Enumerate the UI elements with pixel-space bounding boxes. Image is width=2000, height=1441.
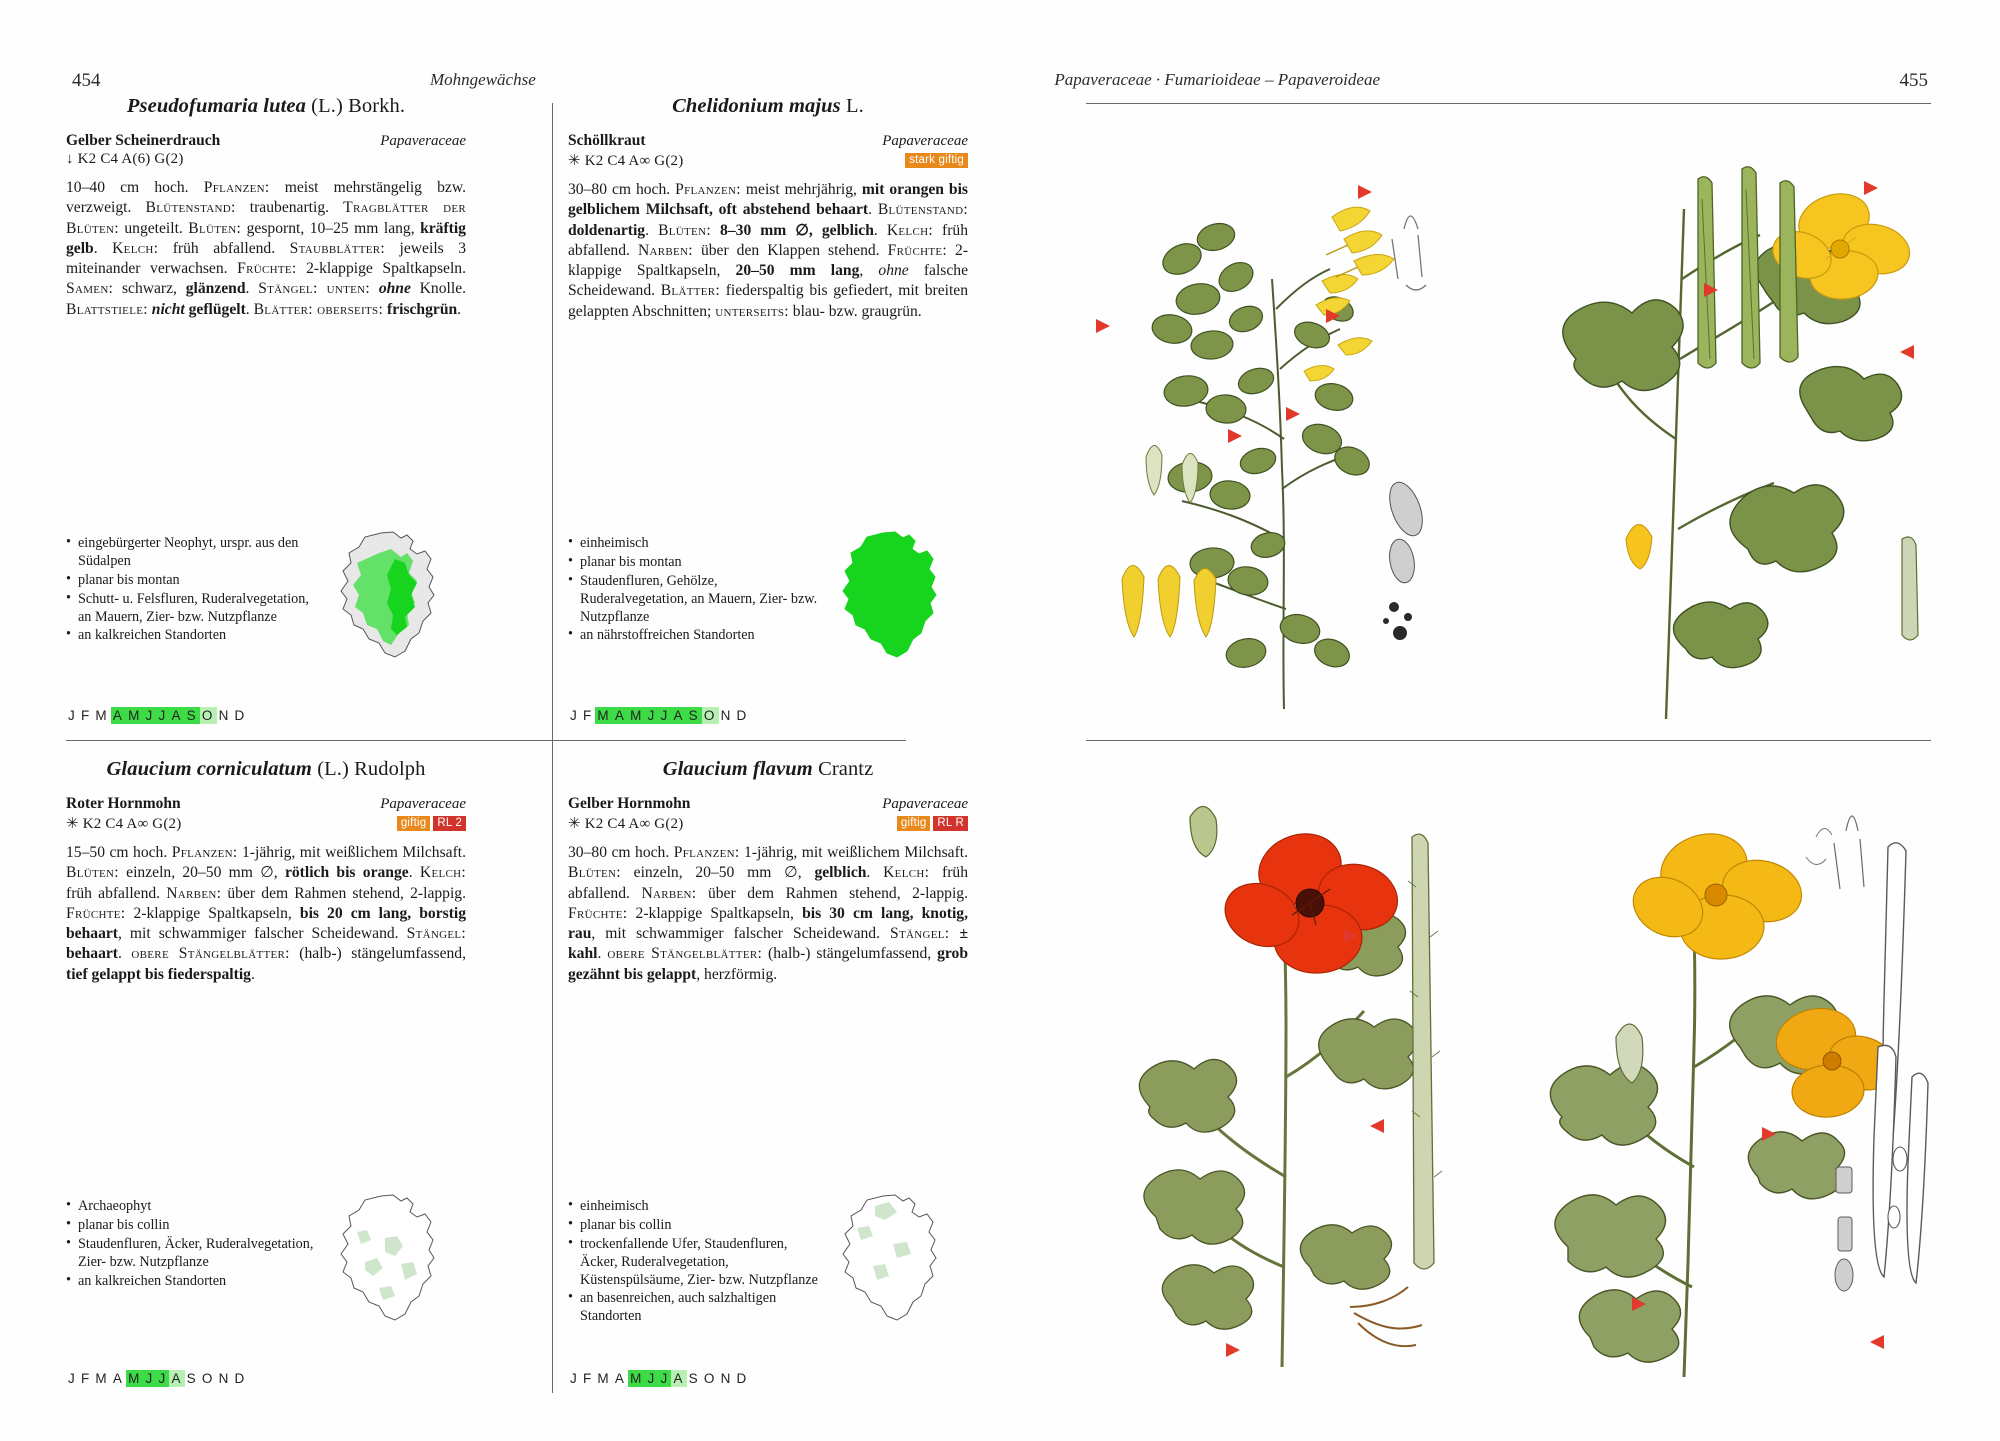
plate-page [1086, 95, 1931, 1395]
phenology-month: M [630, 708, 644, 723]
scientific-author: L. [845, 95, 864, 117]
ecology-item: • eingebürgerter Neophyt, urspr. aus den Südalpen [66, 535, 316, 571]
german-name: Schöllkraut [568, 132, 646, 149]
phenology-month: S [186, 708, 198, 723]
scientific-name [66, 95, 466, 118]
german-name: Roter Hornmohn [66, 795, 181, 812]
runhead-left: Mohngewächse [430, 70, 536, 89]
scientific-author: Crantz [818, 758, 874, 780]
phenology-month: J [647, 1371, 657, 1386]
species-entry [66, 758, 467, 1386]
german-name: Gelber Hornmohn [568, 795, 691, 812]
description-text: 30–80 cm hoch. Pflanzen: meist mehrjährig, mit orangen bis gelblichem Milchsaft, oft abstehend behaart. Blütenstand: doldenartig. Blüten: 8–30 mm ∅, gelblich. Kelch: früh abfallend. Narben: über den Klappen stehend. Früchte: 2-klappige Spaltkapseln, 20–50 mm lang, ohne falsche Scheidewand. Blätter: fiederspaltig bis gefiedert, mit breiten gelappten Abschnitten; unterseits: blau- bzw. graugrün. [568, 181, 969, 320]
hazard-badge: giftig [397, 816, 431, 831]
phenology-month: A [112, 1371, 125, 1386]
scientific-genus-species: Glaucium flavum [662, 758, 813, 780]
plate-pseudofumaria-lutea [1086, 109, 1502, 734]
phenology-month: O [703, 708, 717, 723]
formula-row [568, 151, 968, 170]
floral-formula: ✳ K2 C4 A∞ G(2) [568, 153, 684, 169]
phenology-month: N [720, 1371, 733, 1386]
ecology-bullets [568, 1198, 818, 1326]
ecology-bullets [66, 1198, 316, 1290]
phenology-month: O [703, 1371, 717, 1386]
phenology-month: D [736, 1371, 749, 1386]
phenology-month: M [630, 1371, 644, 1386]
hazard-badge: giftig [897, 816, 931, 831]
plate-chelidonium-majus [1516, 109, 1931, 734]
ecology-item: • Schutt- u. Felsfluren, Ruderalvegetation, an Mauern, Zier- bzw. Nutzpflanze [66, 591, 316, 627]
phenology-month: N [720, 708, 733, 723]
phenology-month: A [673, 1371, 685, 1386]
plate-divider-top [1086, 103, 1931, 104]
ecology-list [66, 1198, 316, 1290]
distribution-map [823, 529, 968, 664]
phenology-month: A [614, 1371, 627, 1386]
hazard-badge: RL 2 [433, 816, 466, 831]
ecology-item: • an kalkreichen Standorten [66, 627, 316, 645]
ecology-bullets [568, 535, 818, 645]
distribution-map [321, 1192, 466, 1327]
phenology-month: M [128, 708, 142, 723]
phenology-month: A [171, 708, 183, 723]
family-name: Papaveraceae [380, 796, 466, 812]
phenology-bar [66, 707, 248, 724]
phenology-bar [66, 1370, 248, 1387]
ecology-block [66, 535, 466, 723]
ecology-block [568, 1198, 968, 1386]
ecology-list [568, 535, 818, 645]
distribution-map [321, 529, 466, 664]
formula-row [568, 814, 968, 833]
german-name: Gelber Scheinerdrauch [66, 132, 221, 149]
scientific-author: (L.) Rudolph [317, 758, 426, 780]
badge-group [897, 816, 968, 831]
phenology-month: A [614, 708, 627, 723]
phenology-month: A [171, 1371, 183, 1386]
scientific-name [568, 95, 968, 118]
phenology-month: J [158, 1371, 168, 1386]
phenology-month: F [582, 1371, 594, 1386]
ecology-block [568, 535, 968, 723]
phenology-month: N [218, 1371, 231, 1386]
column-divider [552, 103, 553, 1393]
family-name: Papaveraceae [882, 133, 968, 149]
family-name: Papaveraceae [882, 796, 968, 812]
ecology-item: • Staudenfluren, Gehölze, Ruderalvegetation, an Mauern, Zier- bzw. Nutzpflanze [568, 573, 818, 627]
text-page [66, 95, 969, 1395]
name-row [568, 795, 968, 813]
ecology-item: • planar bis collin [568, 1217, 818, 1235]
plate-divider-mid [1086, 740, 1931, 741]
ecology-item: • an basenreichen, auch salzhaltigen Standorten [568, 1290, 818, 1326]
phenology-month: D [736, 708, 749, 723]
phenology-month: O [201, 1371, 215, 1386]
family-name: Papaveraceae [380, 133, 466, 149]
plate-glaucium-corniculatum [1086, 747, 1502, 1387]
scientific-genus-species: Glaucium corniculatum [106, 758, 312, 780]
floral-formula: ↓ K2 C4 A(6) G(2) [66, 151, 184, 167]
phenology-month: M [95, 708, 109, 723]
scientific-author: (L.) Borkh. [311, 95, 406, 117]
ecology-item: • einheimisch [568, 535, 818, 553]
phenology-bar [568, 707, 750, 724]
phenology-month: A [112, 708, 125, 723]
ecology-item: • Staudenfluren, Äcker, Ruderalvegetation, Zier- bzw. Nutzpflanze [66, 1236, 316, 1272]
phenology-month: J [660, 1371, 670, 1386]
species-entry [568, 758, 969, 1386]
phenology-month: F [80, 708, 92, 723]
hazard-badge: RL R [933, 816, 968, 831]
distribution-map [823, 1192, 968, 1327]
species-entry [66, 95, 467, 723]
phenology-month: M [95, 1371, 109, 1386]
phenology-month: J [570, 1371, 579, 1386]
ecology-bullets [66, 535, 316, 645]
ecology-item: • planar bis montan [568, 554, 818, 572]
description-text: 10–40 cm hoch. Pflanzen: meist mehrstängelig bzw. verzweigt. Blütenstand: traubenartig. Tragblätter der Blüten: ungeteilt. Blüten: gespornt, 10–25 mm lang, kräftig gelb. Kelch: früh abfallend. Staubblätter: jeweils 3 miteinander verwachsen. Früchte: 2-klappige Spaltkapseln. Samen: schwarz, glänzend. Stängel: unten: ohne Knolle. Blattstiele: nicht geflügelt. Blätter: oberseits: frischgrün. [66, 179, 467, 318]
scientific-genus-species: Pseudofumaria lutea [126, 95, 306, 117]
badge-group [905, 153, 968, 168]
ecology-block [66, 1198, 466, 1386]
badge-group [397, 816, 466, 831]
name-row [66, 795, 466, 813]
phenology-month: O [201, 708, 215, 723]
phenology-month: J [158, 708, 168, 723]
phenology-month: N [218, 708, 231, 723]
scientific-name [568, 758, 968, 781]
scientific-name [66, 758, 466, 781]
species-entry [568, 95, 969, 723]
description-text: 15–50 cm hoch. Pflanzen: 1-jährig, mit weißlichem Milchsaft. Blüten: einzeln, 20–50 mm ∅, rötlich bis orange. Kelch: früh abfallend. Narben: über dem Rahmen stehend, 2-lappig. Früchte: 2-klappige Spaltkapseln, bis 20 cm lang, borstig behaart, mit schwammiger falscher Scheidewand. Stängel: behaart. obere Stängelblätter: (halb-) stängelumfassend, tief gelappt bis fiederspaltig. [66, 844, 467, 983]
phenology-bar [568, 1370, 750, 1387]
phenology-month: J [570, 708, 579, 723]
phenology-month: J [660, 708, 670, 723]
phenology-month: J [145, 1371, 155, 1386]
runhead-right: Papaveraceae · Fumarioideae – Papaveroideae [1054, 70, 1380, 89]
ecology-item: • trockenfallende Ufer, Staudenfluren, Äcker, Ruderalvegetation, Küstenspülsäume, Zier- bzw. Nutzpflanze [568, 1236, 818, 1290]
phenology-month: J [145, 708, 155, 723]
folio-left: 454 [72, 70, 101, 91]
row-divider [66, 740, 906, 741]
floral-formula: ✳ K2 C4 A∞ G(2) [66, 816, 182, 832]
ecology-list [568, 1198, 818, 1326]
phenology-month: J [647, 708, 657, 723]
ecology-item: • einheimisch [568, 1198, 818, 1216]
phenology-month: D [234, 1371, 247, 1386]
phenology-month: S [186, 1371, 198, 1386]
phenology-month: S [688, 1371, 700, 1386]
ecology-item: • planar bis montan [66, 572, 316, 590]
formula-row [66, 814, 466, 833]
phenology-month: J [68, 708, 77, 723]
ecology-item: • an kalkreichen Standorten [66, 1273, 316, 1291]
ecology-list [66, 535, 316, 645]
phenology-month: F [582, 708, 594, 723]
phenology-month: M [597, 1371, 611, 1386]
formula-row [66, 151, 466, 168]
phenology-month: J [68, 1371, 77, 1386]
ecology-item: • planar bis collin [66, 1217, 316, 1235]
ecology-item: • an nährstoffreichen Standorten [568, 627, 818, 645]
floral-formula: ✳ K2 C4 A∞ G(2) [568, 816, 684, 832]
ecology-item: • Archaeophyt [66, 1198, 316, 1216]
phenology-month: M [128, 1371, 142, 1386]
phenology-month: F [80, 1371, 92, 1386]
folio-right: 455 [1899, 70, 1928, 91]
phenology-month: A [673, 708, 685, 723]
phenology-month: M [597, 708, 611, 723]
phenology-month: D [234, 708, 247, 723]
phenology-month: S [688, 708, 700, 723]
name-row [66, 132, 466, 150]
name-row [568, 132, 968, 150]
scientific-genus-species: Chelidonium majus [672, 95, 841, 117]
plate-glaucium-flavum [1516, 747, 1931, 1387]
description-text: 30–80 cm hoch. Pflanzen: 1-jährig, mit weißlichem Milchsaft. Blüten: einzeln, 20–50 mm ∅, gelblich. Kelch: früh abfallend. Narben: über dem Rahmen stehend, 2-lappig. Früchte: 2-klappige Spaltkapseln, bis 30 cm lang, knotig, rau, mit schwammiger falscher Scheidewand. Stängel: ± kahl. obere Stängelblätter: (halb-) stängelumfassend, grob gezähnt bis gelappt, herzförmig. [568, 844, 969, 983]
hazard-badge: stark giftig [905, 153, 968, 168]
